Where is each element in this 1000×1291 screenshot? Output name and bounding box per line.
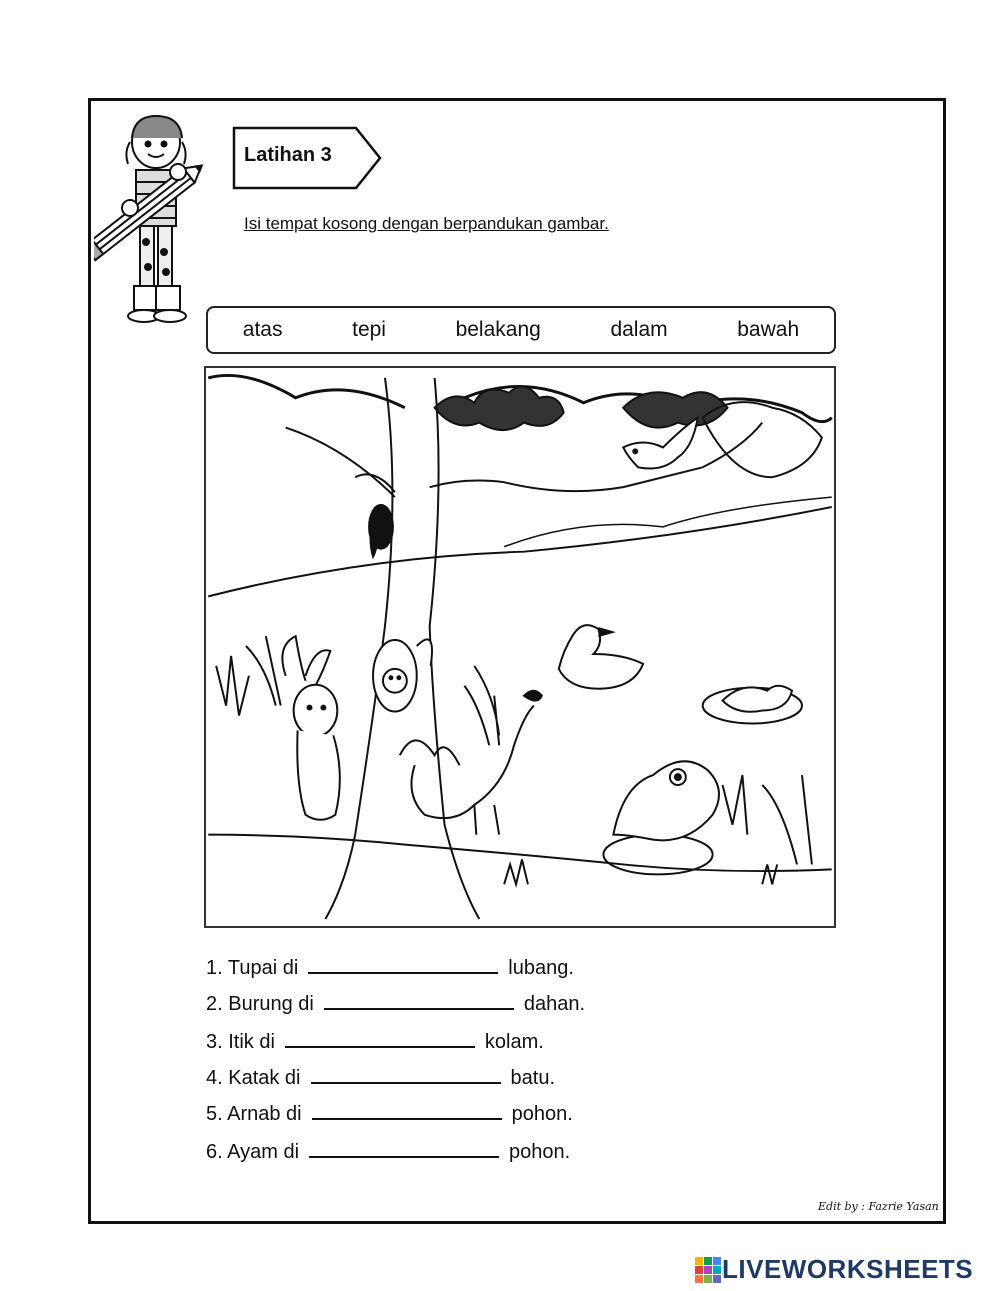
answer-blank[interactable]	[285, 1030, 475, 1048]
question-row	[206, 1066, 555, 1090]
answer-blank[interactable]	[308, 956, 498, 974]
brand-logo[interactable]	[694, 1254, 973, 1285]
word-bank-item: dalam	[610, 318, 668, 341]
question-suffix: dahan.	[523, 993, 586, 1015]
instruction-text: Isi tempat kosong dengan berpandukan gambar.	[244, 214, 609, 233]
answer-blank[interactable]	[311, 1066, 501, 1084]
word-bank-item: atas	[242, 318, 283, 341]
question-row	[206, 1140, 570, 1164]
question-prefix: 1. Tupai di	[206, 957, 299, 979]
question-prefix: 2. Burung di	[206, 993, 314, 1015]
question-suffix: lubang.	[508, 957, 574, 979]
edited-by-credit: Edit by : Fazrie Yasan	[818, 1200, 939, 1213]
word-bank	[206, 306, 836, 354]
question-prefix: 4. Katak di	[206, 1067, 301, 1089]
question-row	[206, 956, 574, 980]
question-row	[206, 1102, 573, 1126]
question-row	[206, 992, 585, 1016]
question-suffix: pohon.	[509, 1141, 571, 1163]
answer-blank[interactable]	[309, 1140, 499, 1158]
word-bank-item: tepi	[352, 318, 386, 341]
word-bank-item: belakang	[455, 318, 541, 341]
exercise-title: Latihan 3	[244, 144, 332, 166]
answer-blank[interactable]	[312, 1102, 502, 1120]
question-prefix: 5. Arnab di	[206, 1103, 302, 1125]
answer-blank[interactable]	[324, 992, 514, 1010]
scene-illustration	[204, 366, 836, 928]
question-prefix: 3. Itik di	[206, 1031, 275, 1053]
question-suffix: batu.	[510, 1067, 555, 1089]
question-prefix: 6. Ayam di	[206, 1141, 300, 1163]
word-bank-item: bawah	[737, 318, 800, 341]
girl-with-pencil-icon	[94, 112, 214, 330]
liveworksheets-logo-icon	[694, 1255, 722, 1285]
brand-name: LIVEWORKSHEETS	[722, 1254, 974, 1284]
question-suffix: pohon.	[511, 1103, 573, 1125]
exercise-label-tag	[232, 126, 382, 190]
question-suffix: kolam.	[484, 1031, 544, 1053]
question-row	[206, 1030, 544, 1054]
